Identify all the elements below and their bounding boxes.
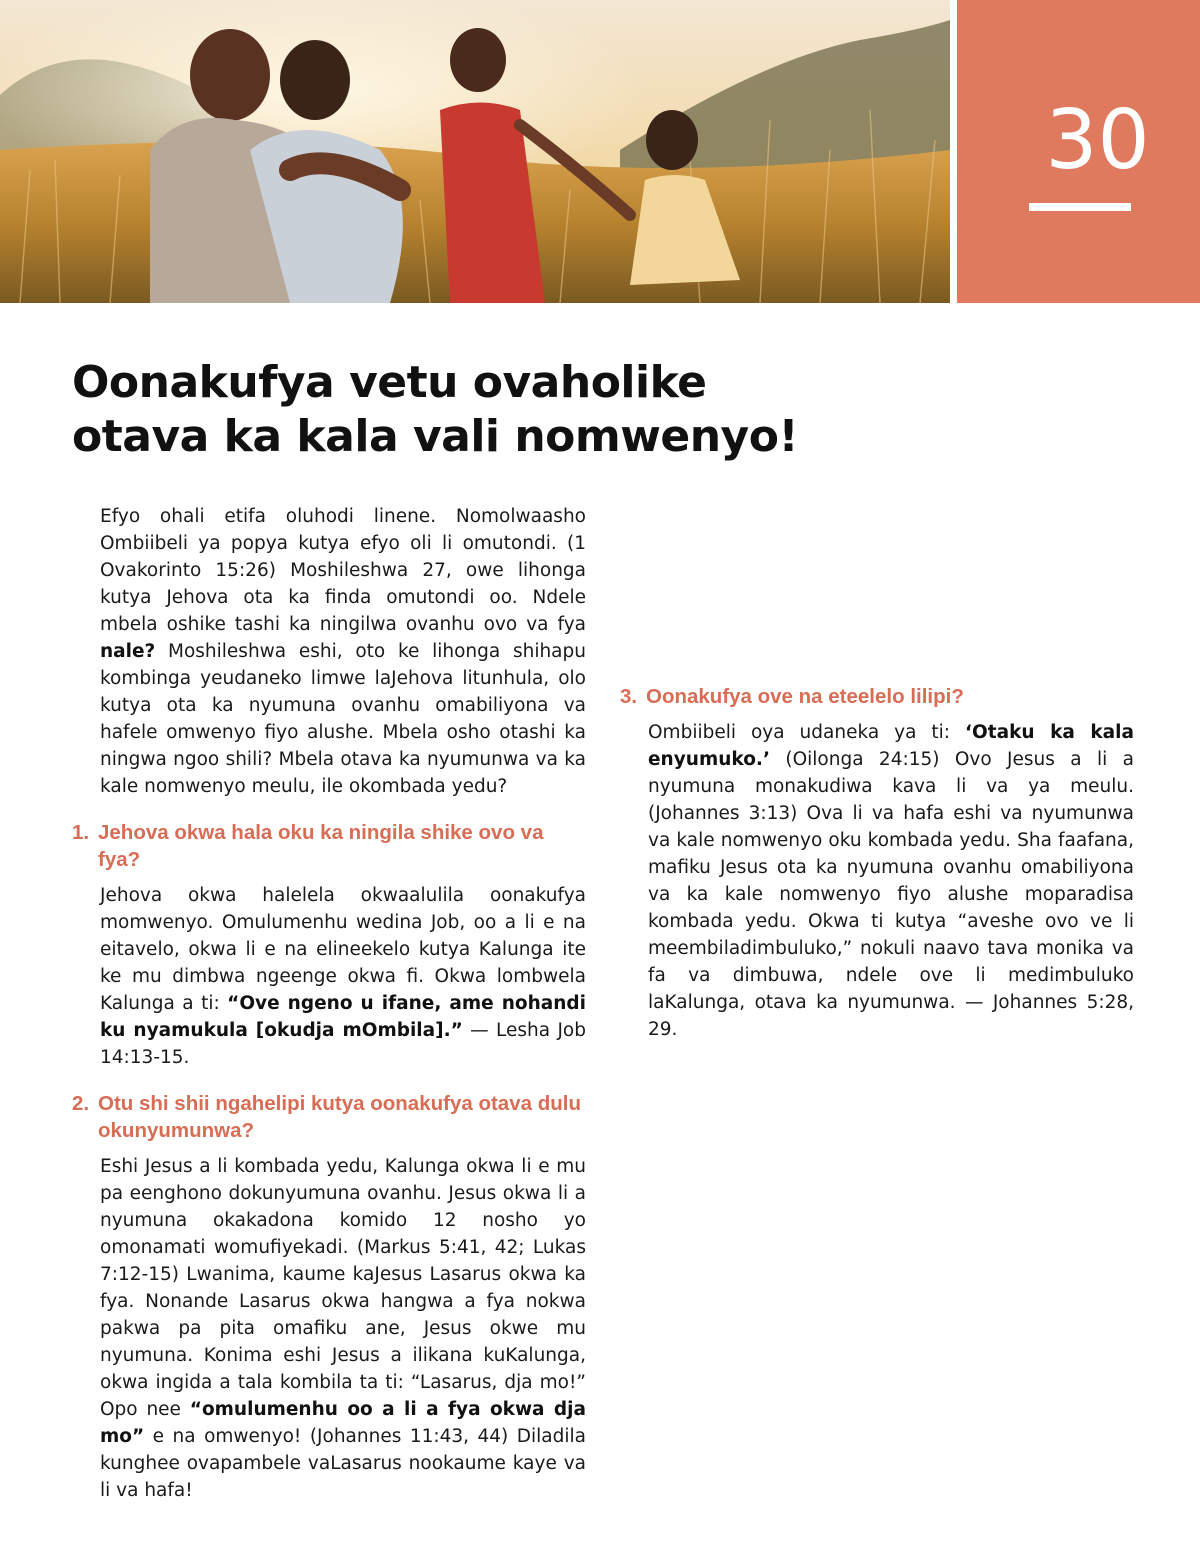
page-title-line-2: otava ka kala vali nomwenyo!: [72, 411, 799, 462]
intro-text-rest: Moshileshwa eshi, oto ke lihonga shihapu kombinga yeudaneko limwe laJehova litunhula, olo kutya ota ka nyumuna ovanhu omabiliyona va hafele omwenyo fiyo alushe. Mbela osho otashi ka ningwa ngoo shili? Mbela otava ka nyumunwa va ka kale nomwenyo meulu, ile okombada yedu?: [100, 641, 586, 797]
lesson-number: 30: [1045, 93, 1150, 188]
question-1-heading: [72, 819, 586, 873]
answer-2-text: Eshi Jesus a li kombada yedu, Kalunga okwa li e mu pa eenghono dokunyumuna ovanhu. Jesus okwa li a nyumuna okakadona komido 12 nosho yo omonamati womufiyekadi. (Markus 5:41, 42; Lukas 7:12-15) Lwanima, kaume kaJesus Lasarus okwa ka fya. Nonande Lasarus okwa hangwa a fya nokwa pakwa pa pita omafiku ane, Jesus okwe mu nyumuna. Konima eshi Jesus a ilikana kuKalunga, okwa ingida a tala kombila ta ti: “Lasarus, dja mo!” Opo nee: [100, 1156, 586, 1420]
family-meadow-photo-icon: [0, 0, 950, 303]
page-title: [72, 356, 972, 464]
lesson-number-underline: [1029, 203, 1131, 211]
answer-3-rest: (Oilonga 24:15) Ovo Jesus a li a nyumuna monakudiwa kava li va ya meulu. (Johannes 3:13) Ova li va hafa eshi va nyumunwa va kale nomwenyo oku kombada yedu. Sha faafana, mafiku Jesus ota ka nyumuna ovanhu omabiliyona va ka kale nomwenyo fiyo alushe moparadisa kombada yedu. Okwa ti kutya “aveshe ovo ve li meembiladimbuluko,” nokuli naavo tava monika va fa va dimbuwa, ndele ove li medimbuluko laKalunga, otava ka nyumunwa. — Johannes 5:28, 29.: [648, 749, 1134, 1040]
intro-emphasis: nale?: [100, 641, 156, 662]
answer-1-quote: “Ove ngeno u ifane, ame nohandi ku nyamukula [okudja mOmbila].”: [100, 993, 587, 1041]
page-title-line-1: Oonakufya vetu ovaholike: [72, 357, 707, 408]
intro-paragraph: [100, 503, 586, 800]
question-3-text: Oonakufya ove na eteelelo lilipi?: [646, 685, 964, 708]
intro-text: Efyo ohali etifa oluhodi linene. Nomolwaasho Ombiibeli ya popya kutya efyo oli li omutondi. (1 Ovakorinto 15:26) Moshileshwa 27, owe lihonga kutya Jehova ota ka finda omutondi oo. Ndele mbela oshike tashi ka ningilwa ovanhu ovo va fya: [100, 506, 586, 635]
answer-1-text: Jehova okwa halelela okwaalulila oonakufya momwenyo. Omulumenhu wedina Job, oo a li e na eitavelo, okwa li e na elineekelo kutya Kalunga ite ke mu dimbwa ngeenge okwa fi. Okwa lombwela Kalunga a ti:: [100, 885, 586, 1014]
answer-2-quote: “omulumenhu oo a li a fya okwa dja mo”: [100, 1399, 586, 1447]
question-2-text: Otu shi shii ngahelipi kutya oonakufya otava dulu okunyumunwa?: [98, 1092, 581, 1142]
answer-1-reference: — Lesha Job 14:13-15.: [100, 1020, 586, 1068]
question-1-number: 1.: [72, 821, 90, 844]
answer-2-paragraph: [100, 1153, 586, 1504]
question-2-heading: [72, 1090, 586, 1144]
answer-2-rest: e na omwenyo! (Johannes 11:43, 44) Diladila kunghee ovapambele vaLasarus nookaume kaye va li va hafa!: [100, 1426, 586, 1501]
answer-1-paragraph: [100, 882, 586, 1071]
answer-3-paragraph: [648, 719, 1134, 1043]
header-photo: [0, 0, 950, 303]
answer-3-text: Ombiibeli oya udaneka ya ti:: [648, 722, 965, 743]
answer-3-quote: ‘Otaku ka kala enyumuko.’: [648, 722, 1134, 770]
question-3-number: 3.: [620, 685, 638, 708]
question-2-number: 2.: [72, 1092, 90, 1115]
right-column: [620, 503, 1134, 1043]
lesson-number-badge: [957, 0, 1200, 303]
question-1-text: Jehova okwa hala oku ka ningila shike ovo va fya?: [98, 821, 544, 871]
question-3-heading: [620, 683, 1134, 710]
left-column: [72, 503, 587, 1504]
